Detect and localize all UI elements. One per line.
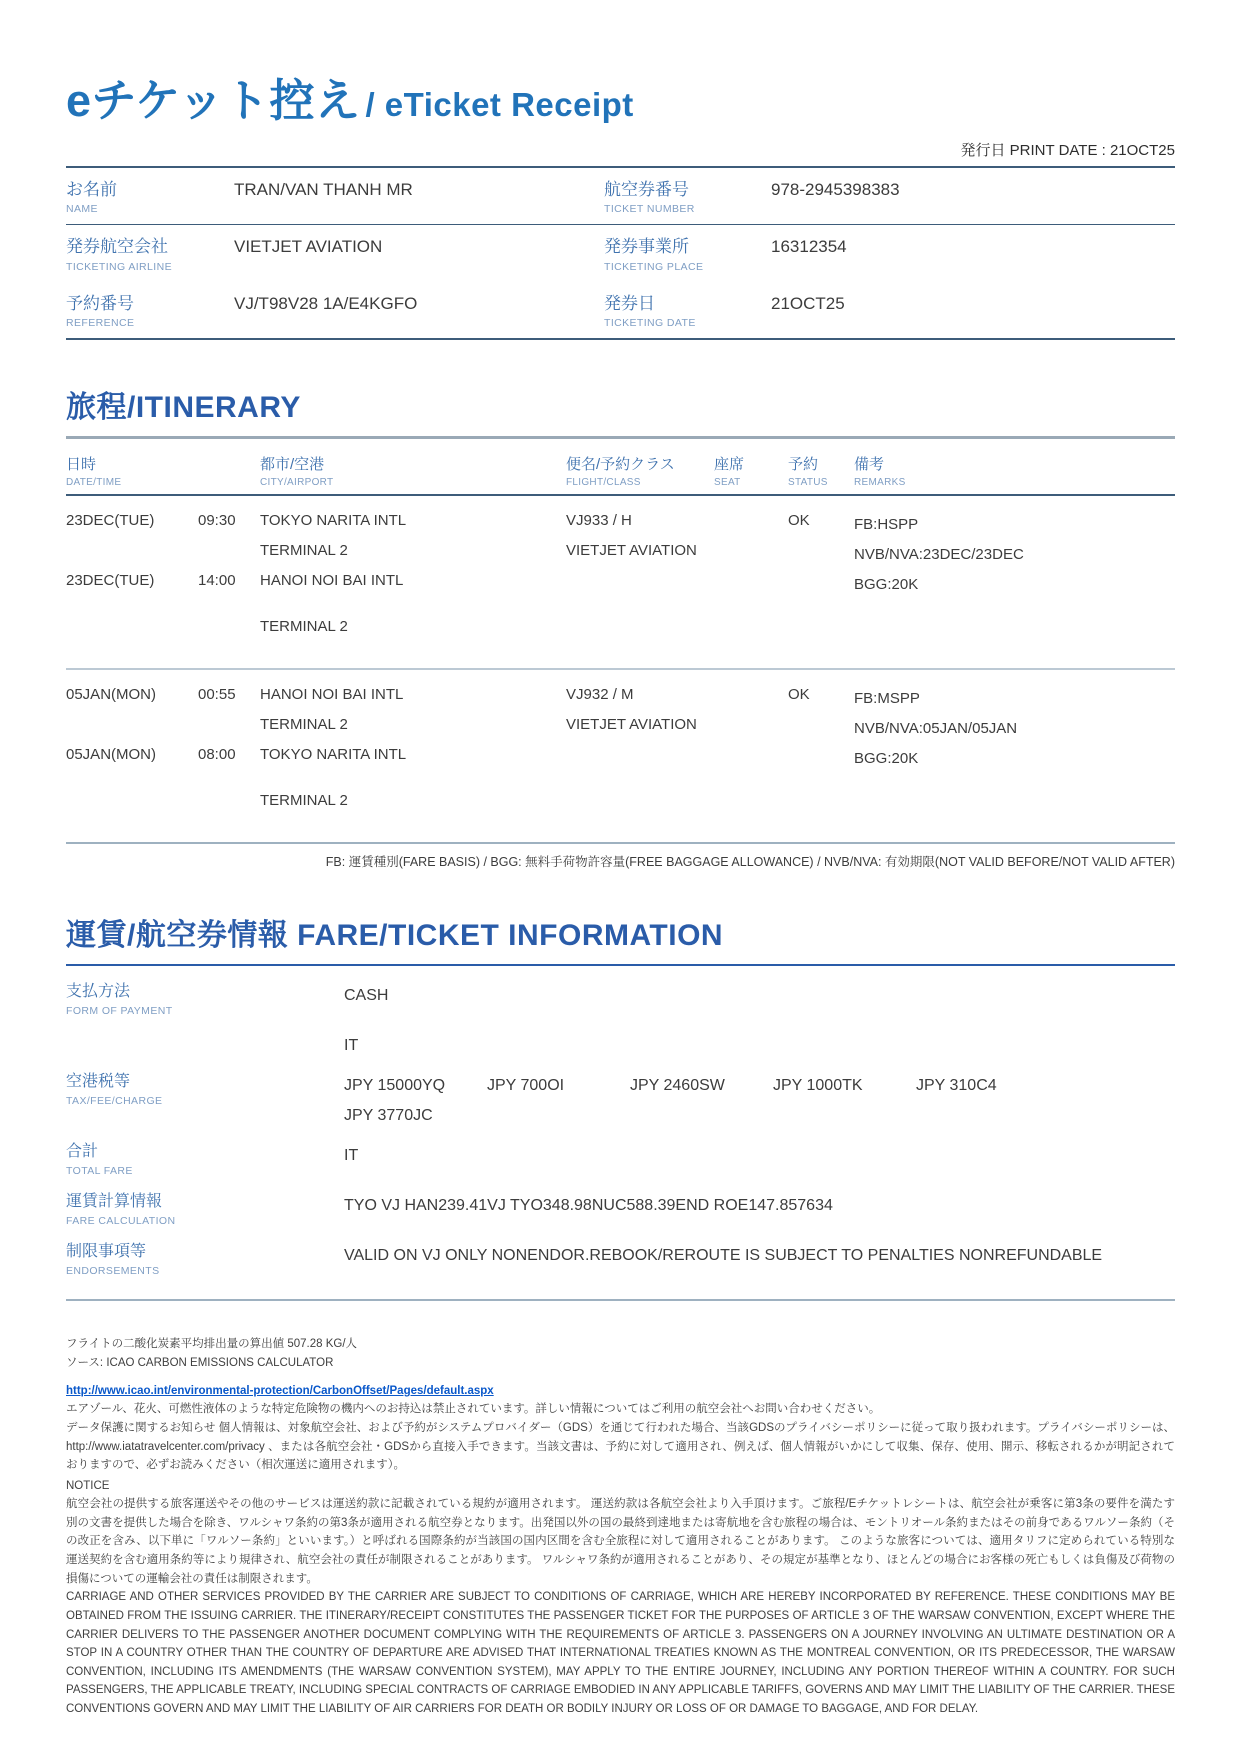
tax-value: JPY 1000TK	[773, 1076, 863, 1094]
ticketing-place-value: 16312354	[771, 237, 847, 257]
info-row-reference-date	[66, 282, 1175, 338]
remark-fare-basis: FB:HSPP	[854, 515, 919, 533]
arrival-date: 05JAN(MON)	[66, 745, 157, 763]
tax-value: JPY 15000YQ	[344, 1076, 446, 1094]
column-flight-class: 便名/予約クラス FLIGHT/CLASS	[566, 455, 675, 488]
column-status: 予約 STATUS	[788, 455, 828, 488]
fare-title: 運賃/航空券情報 FARE/TICKET INFORMATION	[66, 918, 724, 952]
flight-and-airline	[566, 680, 714, 740]
operating-airline: VIETJET AVIATION	[566, 541, 697, 559]
departure-time: 09:30	[198, 511, 236, 529]
arrival-time: 14:00	[198, 571, 236, 589]
tax-fee-charge-label: 空港税等 TAX/FEE/CHARGE	[66, 1072, 163, 1107]
endorsements-label: 制限事項等 ENDORSEMENTS	[66, 1243, 160, 1278]
column-seat: 座席 SEAT	[714, 455, 745, 488]
departure-time: 00:55	[198, 685, 236, 703]
print-date: 発行日 PRINT DATE : 21OCT25	[960, 142, 1175, 159]
arrival-terminal: TERMINAL 2	[260, 791, 348, 809]
booking-status: OK	[788, 511, 810, 529]
info-row-name-ticketnumber	[66, 168, 1175, 225]
booking-status: OK	[788, 685, 810, 703]
ticketing-airline-value: VIETJET AVIATION	[234, 237, 383, 257]
itinerary-leg-return	[66, 668, 1175, 842]
tax-value: JPY 700OI	[487, 1076, 565, 1094]
carbon-source-line: ソース: ICAO CARBON EMISSIONS CALCULATOR	[66, 1356, 334, 1369]
flight-number-class: VJ933 / H	[566, 511, 632, 529]
notice-japanese-paragraph: 航空会社の提供する旅客運送やその他のサービスは運送約款に記載されている規約が適用されます。 運送約款は各航空会社より入手頂けます。ご旅程/Eチケットレシートは、航空会社が乗客に第3条の要件を満たす別の文書を提供した場合を除き、ワルシャワ条約の第3条が適用される航空券となります。出発国以外の国の最終到達地または寄航地を含む旅程の場合は、モントリオール条約またはその前身であるワルソー条約（その改正を含み、以下単に「ワルソー条約」といいます。）と呼ばれる国際条約が当該国の国内区間を含む全旅程に対して適用されることがあります。 このような旅客については、適用タリフに定められている特別な運送契約を含む適用条約等により規律され、航空会社の責任が制限されることがあります。 ワルシャワ条約が適用されることがあり、その規定が基準となり、ほとんどの場合にお客様の死亡もしくは負傷及び荷物の損傷についての運輸会社の責任は制限されます。	[66, 1498, 1175, 1585]
fare-calculation-value: TYO VJ HAN239.41VJ TYO348.98NUC588.39END ROE147.857634	[344, 1197, 833, 1215]
fare-section-header	[66, 910, 1175, 966]
tax-value: JPY 310C4	[916, 1076, 997, 1094]
ticket-number-label: 航空券番号 TICKET NUMBER	[604, 180, 695, 216]
column-city-airport: 都市/空港 CITY/AIRPORT	[260, 455, 334, 488]
itinerary-table-header	[66, 439, 1175, 496]
page-title-english: / eTicket Receipt	[365, 86, 634, 123]
icao-carbon-offset-link[interactable]: http://www.icao.int/environmental-protection/CarbonOffset/Pages/default.aspx	[66, 1385, 494, 1398]
itinerary-abbreviation-legend: FB: 運賃種別(FARE BASIS) / BGG: 無料手荷物許容量(FREE BAGGAGE ALLOWANCE) / NVB/NVA: 有効期限(NOT VALID BEFORE/NOT VALID AFTER)	[325, 854, 1175, 869]
tax-values-line-1	[344, 1074, 1175, 1097]
carbon-emissions-line: フライトの二酸化炭素平均排出量の算出値 507.28 KG/人	[66, 1338, 358, 1351]
tax-value: JPY 2460SW	[630, 1076, 725, 1094]
flight-and-airline	[566, 506, 714, 566]
fare-calculation-label: 運賃計算情報 FARE CALCULATION	[66, 1193, 176, 1228]
fare-it-row	[66, 1032, 1175, 1057]
total-fare-label: 合計 TOTAL FARE	[66, 1143, 133, 1178]
itinerary-section-header	[66, 382, 1175, 439]
remarks	[854, 506, 1175, 652]
name-label: お名前 NAME	[66, 180, 117, 216]
seat-value	[714, 506, 788, 536]
form-of-payment-value: CASH	[344, 986, 389, 1004]
departure-airport: TOKYO NARITA INTL	[260, 511, 407, 529]
notice-heading: NOTICE	[66, 1479, 110, 1492]
fare-calculation-row	[66, 1192, 1175, 1227]
remark-validity: NVB/NVA:23DEC/23DEC	[854, 545, 1024, 563]
remark-baggage: BGG:20K	[854, 575, 919, 593]
remark-validity: NVB/NVA:05JAN/05JAN	[854, 719, 1018, 737]
data-protection-notice: データ保護に関するお知らせ 個人情報は、対象航空会社、および予約がシステムプロバイダー（GDS）を通じて行われた場合、当該GDSのプライバシーポリシーに従って取り扱われます。プライバシーポリシーは、http://www.iatatravelcenter.com/privacy 、または各航空会社・GDSから直接入手できます。当該文書は、予約に対して適用され、例えば、個人情報がいかにして収集、保存、使用、開示、移転されるかが明記されておりますので、必ずお読みください（相次運送に適用されます）。	[66, 1421, 1175, 1472]
endorsements-row	[66, 1242, 1175, 1277]
passenger-info-table	[66, 166, 1175, 340]
arrival-airport: HANOI NOI BAI INTL	[260, 571, 404, 589]
departure-date: 23DEC(TUE)	[66, 511, 155, 529]
passenger-name-value: TRAN/VAN THANH MR	[234, 180, 413, 199]
notice-english-paragraph: CARRIAGE AND OTHER SERVICES PROVIDED BY THE CARRIER ARE SUBJECT TO CONDITIONS OF CARRIAGE, WHICH ARE HEREBY INCORPORATED BY REFERENCE. THESE CONDITIONS MAY BE OBTAINED FROM THE ISSUING CARRIER. THE ITINERARY/RECEIPT CONSTITUTES THE PASSENGER TICKET FOR THE PURPOSES OF ARTICLE 3 OF THE WARSAW CONVENTION, EXCEPT WHERE THE CARRIER DELIVERS TO THE PASSENGER ANOTHER DOCUMENT COMPLYING WITH THE REQUIREMENTS OF ARTICLE 3. PASSENGERS ON A JOURNEY INVOLVING AN ULTIMATE DESTINATION OR A STOP IN A COUNTRY OTHER THAN THE COUNTRY OF DEPARTURE ARE ADVISED THAT INTERNATIONAL TREATIES KNOWN AS THE MONTREAL CONVENTION, OR ITS PREDECESSOR, THE WARSAW CONVENTION, INCLUDING ITS AMENDMENTS (THE WARSAW CONVENTION SYSTEM), MAY APPLY TO THE ENTIRE JOURNEY, INCLUDING ANY PORTION THEREOF WITHIN A COUNTRY. FOR SUCH PASSENGERS, THE APPLICABLE TREATY, INCLUDING SPECIAL CONTRACTS OF CARRIAGE EMBODIED IN ANY APPLICABLE TARIFFS, GOVERNS AND MAY LIMIT THE LIABILITY OF THE CARRIER. THESE CONVENTIONS GOVERN AND MAY LIMIT THE LIABILITY OF AIR CARRIERS FOR DEATH OR BODILY INJURY OR LOSS OF OR DAMAGE TO BAGGAGE, AND FOR DELAY.	[66, 1591, 1175, 1716]
reference-value: VJ/T98V28 1A/E4KGFO	[234, 293, 418, 313]
reference-label: 予約番号 REFERENCE	[66, 293, 135, 329]
tax-values-line-2: JPY 3770JC	[344, 1107, 433, 1125]
departure-airport: HANOI NOI BAI INTL	[260, 685, 404, 703]
info-row-airline-place	[66, 225, 1175, 281]
fare-empty-label	[66, 1032, 344, 1057]
operating-airline: VIETJET AVIATION	[566, 715, 697, 733]
endorsements-value: VALID ON VJ ONLY NONENDOR.REBOOK/REROUTE IS SUBJECT TO PENALTIES NONREFUNDABLE	[344, 1247, 1103, 1265]
ticket-number-value: 978-2945398383	[771, 180, 900, 199]
total-fare-value: IT	[344, 1147, 359, 1165]
arrival-time: 08:00	[198, 745, 236, 763]
ticketing-date-value: 21OCT25	[771, 293, 845, 313]
total-fare-row	[66, 1142, 1175, 1177]
arrival-airport: TOKYO NARITA INTL	[260, 745, 407, 763]
fare-rows	[66, 982, 1175, 1278]
arrival-date: 23DEC(TUE)	[66, 571, 155, 589]
page-title	[66, 64, 1175, 129]
dangerous-goods-notice: エアゾール、花火、可燃性液体のような特定危険物の機内へのお持込は禁止されています。詳しい情報についてはご利用の航空会社へお問い合わせください。	[66, 1403, 881, 1416]
column-datetime: 日時 DATE/TIME	[66, 455, 122, 488]
remarks	[854, 680, 1175, 826]
form-of-payment-row	[66, 982, 1175, 1017]
page-title-japanese: eチケット控え	[66, 75, 361, 126]
departure-terminal: TERMINAL 2	[260, 541, 348, 559]
tax-fee-charge-values	[344, 1072, 1175, 1127]
arrival-terminal: TERMINAL 2	[260, 617, 348, 635]
footer-notices	[66, 1299, 1175, 1718]
departure-date: 05JAN(MON)	[66, 685, 157, 703]
tax-fee-charge-row	[66, 1072, 1175, 1127]
ticketing-date-label: 発券日 TICKETING DATE	[604, 293, 696, 329]
ticketing-airline-label: 発券航空会社 TICKETING AIRLINE	[66, 237, 172, 273]
fare-it-value: IT	[344, 1036, 359, 1054]
itinerary-leg-outbound	[66, 496, 1175, 668]
itinerary-title: 旅程/ITINERARY	[66, 390, 301, 424]
departure-terminal: TERMINAL 2	[260, 715, 348, 733]
column-remarks: 備考 REMARKS	[854, 455, 906, 488]
form-of-payment-label: 支払方法 FORM OF PAYMENT	[66, 982, 173, 1017]
ticketing-place-label: 発券事業所 TICKETING PLACE	[604, 237, 704, 273]
remark-baggage: BGG:20K	[854, 749, 919, 767]
remark-fare-basis: FB:MSPP	[854, 689, 920, 707]
flight-number-class: VJ932 / M	[566, 685, 634, 703]
itinerary-legs	[66, 496, 1175, 844]
seat-value	[714, 680, 788, 710]
